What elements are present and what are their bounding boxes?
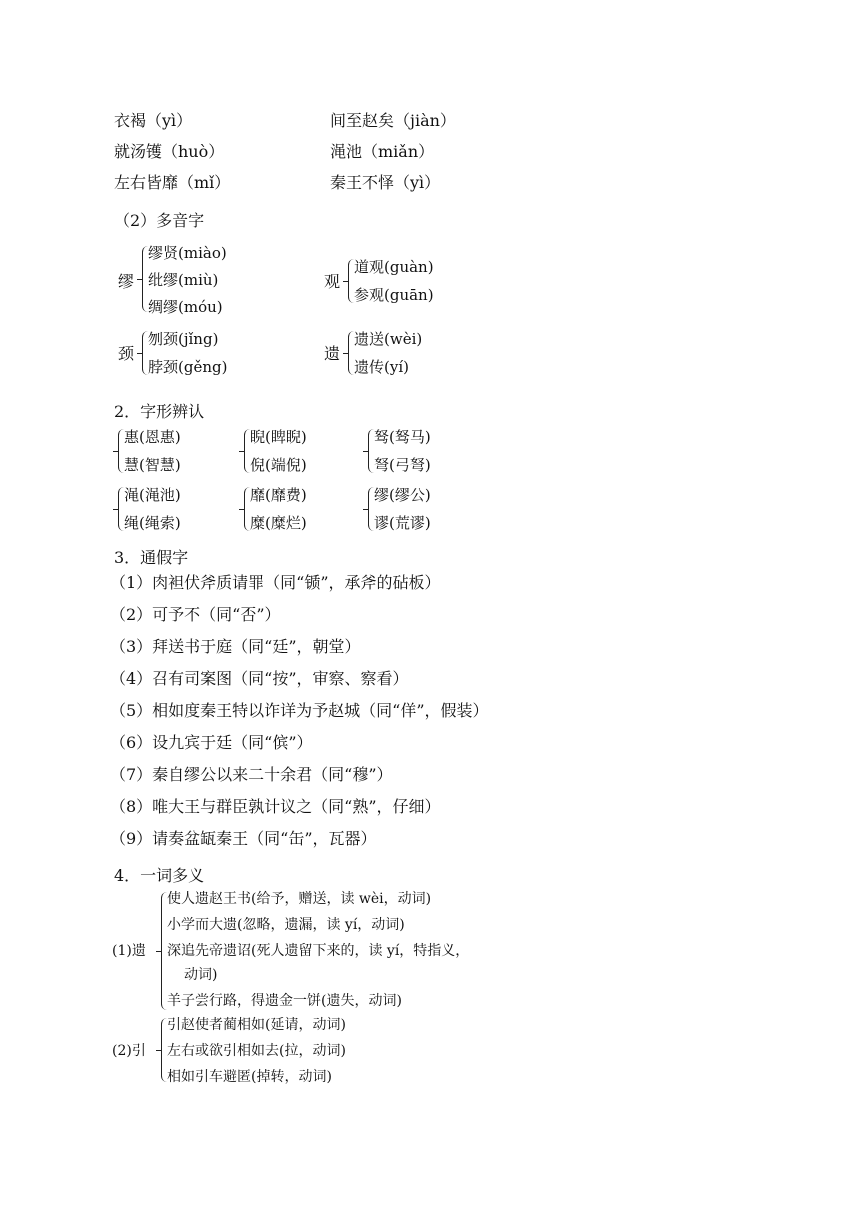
- polyphone-item: 刎颈(jǐng): [148, 330, 219, 348]
- glyph-word: 靡(靡费): [250, 486, 307, 504]
- polysemy-item: 引赵使者蔺相如(延请，动词): [167, 1017, 346, 1033]
- polysemy-label: (2)引: [112, 1043, 146, 1059]
- polyphone-char-miu: 缪: [118, 272, 135, 291]
- polyphone-item: 绸缪(móu): [148, 298, 223, 316]
- polyphone-char-yi: 遗: [324, 344, 341, 363]
- loan-item: （6）设九宾于廷（同“傧”）: [110, 733, 313, 752]
- loan-item: （8）唯大王与群臣孰计议之（同“熟”，仔细）: [110, 797, 441, 816]
- glyph-word: 驽(驽马): [374, 428, 431, 446]
- polyphone-char-jing: 颈: [118, 344, 135, 363]
- glyph-word: 弩(弓弩): [374, 456, 431, 474]
- polysemy-item: 深追先帝遗诏(死人遗留下来的，读 yí，特指义，: [167, 943, 470, 959]
- pron-right-3: 秦王不怿（yì）: [330, 173, 441, 192]
- loan-item: （2）可予不（同“否”）: [110, 605, 281, 624]
- loan-item: （3）拜送书于庭（同“廷”，朝堂）: [110, 637, 361, 656]
- polyphone-char-guan: 观: [324, 272, 341, 291]
- glyph-word: 绳(绳索): [124, 514, 181, 532]
- glyph-word: 慧(智慧): [124, 456, 181, 474]
- pron-left-1: 衣褐（yì）: [114, 111, 193, 130]
- loan-item: （1）肉袒伏斧质请罪（同“锧”，承斧的砧板）: [110, 573, 441, 592]
- polyphone-heading: （2）多音字: [114, 211, 205, 230]
- glyph-word: 渑(渑池): [124, 486, 181, 504]
- polyphone-item: 遗送(wèi): [354, 330, 423, 348]
- polysemy-item: 相如引车避匿(掉转，动词): [167, 1069, 332, 1085]
- glyph-word: 睨(睥睨): [250, 428, 307, 446]
- glyph-word: 惠(恩惠): [124, 428, 181, 446]
- pron-left-3: 左右皆靡（mǐ）: [114, 173, 231, 192]
- polyphone-item: 参观(guān): [354, 286, 434, 304]
- pron-left-2: 就汤镬（huò）: [114, 142, 225, 161]
- polyphone-item: 脖颈(gěng): [148, 358, 228, 376]
- polysemy-label: (1)遗: [112, 943, 146, 959]
- polysemy-item: 动词): [184, 967, 218, 983]
- loan-item: （4）召有司案图（同“按”，审察、察看）: [110, 669, 409, 688]
- polysemy-item: 小学而大遗(忽略，遗漏，读 yí，动词): [167, 917, 405, 933]
- glyph-word: 糜(糜烂): [250, 514, 307, 532]
- pron-right-1: 间至赵矣（jiàn）: [330, 111, 456, 130]
- polyphone-item: 缪贤(miào): [148, 244, 227, 262]
- polysemy-item: 左右或欲引相如去(拉，动词): [167, 1043, 346, 1059]
- polysemy-item: 使人遗赵王书(给予，赠送，读 wèi，动词): [167, 891, 432, 907]
- loan-item: （9）请奏盆缻秦王（同“缶”，瓦器）: [110, 829, 377, 848]
- pron-right-2: 渑池（miǎn）: [330, 142, 435, 161]
- loan-item: （5）相如度秦王特以诈详为予赵城（同“佯”，假装）: [110, 701, 489, 720]
- loan-item: （7）秦自缪公以来二十余君（同“穆”）: [110, 765, 393, 784]
- polysemy-heading: 4．一词多义: [114, 866, 205, 885]
- glyph-heading: 2．字形辨认: [114, 402, 205, 421]
- polyphone-item: 纰缪(miù): [148, 271, 219, 289]
- glyph-word: 谬(荒谬): [374, 514, 431, 532]
- polysemy-item: 羊子尝行路，得遗金一饼(遗失，动词): [167, 993, 402, 1009]
- polyphone-item: 遗传(yí): [354, 358, 409, 376]
- polyphone-item: 道观(guàn): [354, 258, 434, 276]
- glyph-word: 缪(缪公): [374, 486, 431, 504]
- glyph-word: 倪(端倪): [250, 456, 307, 474]
- loan-heading: 3．通假字: [114, 548, 189, 567]
